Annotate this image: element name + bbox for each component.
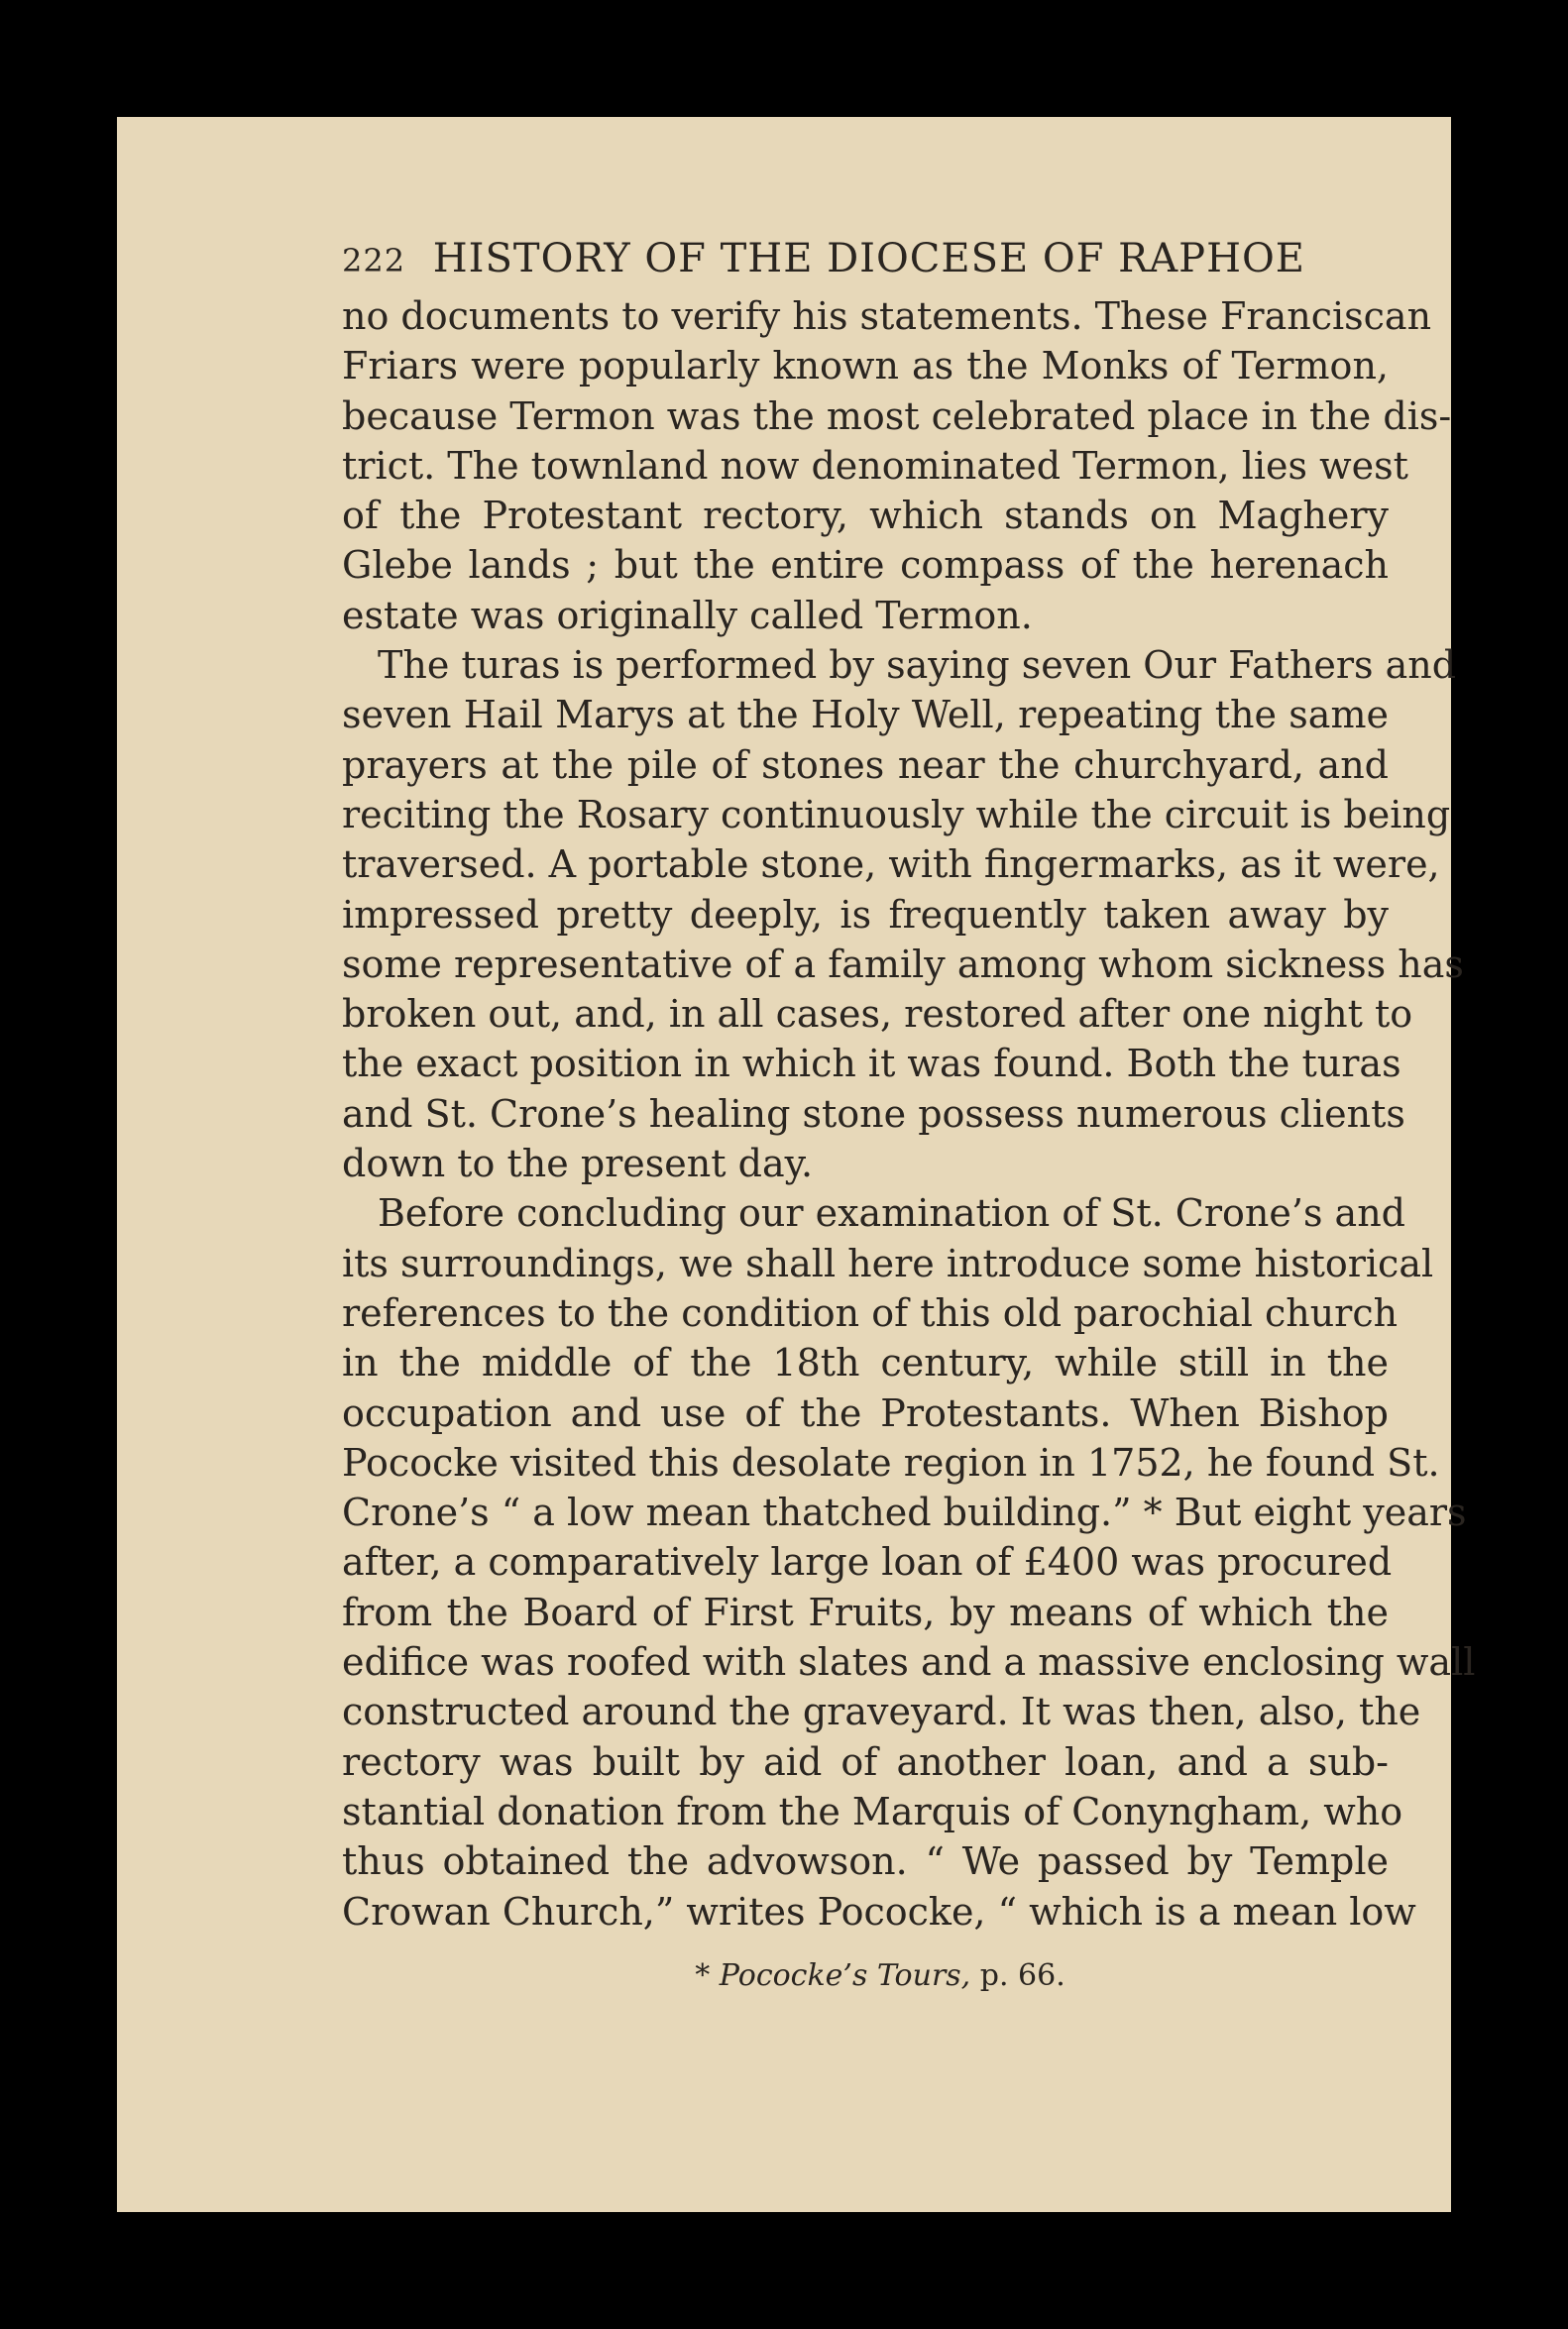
- text-line: traversed. A portable stone, with fingermarks, as it were,: [342, 842, 1440, 887]
- text-line: references to the condition of this old parochial church: [342, 1290, 1399, 1335]
- text-line: thus obtained the advowson. “ We passed by Temple: [342, 1839, 1389, 1884]
- text-line: rectory was built by aid of another loan, and a sub-: [342, 1739, 1389, 1784]
- text-line: its surroundings, we shall here introduce some historical: [342, 1241, 1434, 1285]
- footnote-reference: p. 66.: [979, 1957, 1065, 1993]
- text-line: Before concluding our examination of St. Crone’s and: [378, 1191, 1406, 1236]
- text-line: occupation and use of the Protestants. When Bishop: [342, 1390, 1389, 1435]
- running-title: HISTORY OF THE DIOCESE OF RAPHOE: [432, 236, 1305, 281]
- text-line: and St. Crone’s healing stone possess numerous clients: [342, 1091, 1405, 1136]
- text-line: seven Hail Marys at the Holy Well, repeating the same: [342, 693, 1389, 737]
- footnote-title: Pococke’s Tours,: [719, 1957, 971, 1993]
- text-line: edifice was roofed with slates and a massive enclosing wall: [342, 1640, 1476, 1685]
- paragraph-2: [342, 640, 1464, 1188]
- text-line: trict. The townland now denominated Termon, lies west: [342, 443, 1408, 488]
- text-line: stantial donation from the Marquis of Conyngham, who: [342, 1789, 1403, 1833]
- text-line: Crone’s “ a low mean thatched building.” * But eight years: [342, 1491, 1467, 1535]
- text-line: no documents to verify his statements. These Franciscan: [342, 294, 1432, 338]
- text-line: impressed pretty deeply, is frequently taken away by: [342, 892, 1389, 937]
- page-number: 222: [342, 242, 406, 279]
- text-line: Friars were popularly known as the Monks of Termon,: [342, 344, 1389, 388]
- text-line: prayers at the pile of stones near the churchyard, and: [342, 742, 1389, 787]
- footnote-marker: *: [695, 1957, 711, 1993]
- text-line: Glebe lands ; but the entire compass of the herenach: [342, 543, 1389, 588]
- text-line: Pococke visited this desolate region in 1752, he found St.: [342, 1440, 1440, 1485]
- paragraph-1: [342, 291, 1452, 640]
- footnote: [342, 1956, 1389, 1996]
- text-line: from the Board of First Fruits, by means of which the: [342, 1590, 1389, 1634]
- text-line: of the Protestant rectory, which stands on Maghery: [342, 494, 1389, 538]
- text-line: some representative of a family among whom sickness has: [342, 942, 1464, 986]
- text-line: reciting the Rosary continuously while the circuit is being: [342, 792, 1451, 836]
- text-line: down to the present day.: [342, 1142, 814, 1186]
- text-line: Crowan Church,” writes Pococke, “ which is a mean low: [342, 1889, 1416, 1934]
- text-line: estate was originally called Termon.: [342, 593, 1033, 637]
- page-text: [342, 226, 1476, 1996]
- text-line: constructed around the graveyard. It was then, also, the: [342, 1690, 1421, 1734]
- text-line: in the middle of the 18th century, while still in the: [342, 1341, 1389, 1386]
- text-line: broken out, and, in all cases, restored after one night to: [342, 992, 1413, 1037]
- running-head: [342, 226, 1389, 291]
- text-line: after, a comparatively large loan of £400 was procured: [342, 1540, 1393, 1585]
- paragraph-3: [342, 1188, 1476, 1936]
- text-line: the exact position in which it was found. Both the turas: [342, 1042, 1401, 1086]
- text-line: because Termon was the most celebrated place in the dis-: [342, 393, 1452, 438]
- text-line: The turas is performed by saying seven Our Fathers and: [378, 643, 1457, 688]
